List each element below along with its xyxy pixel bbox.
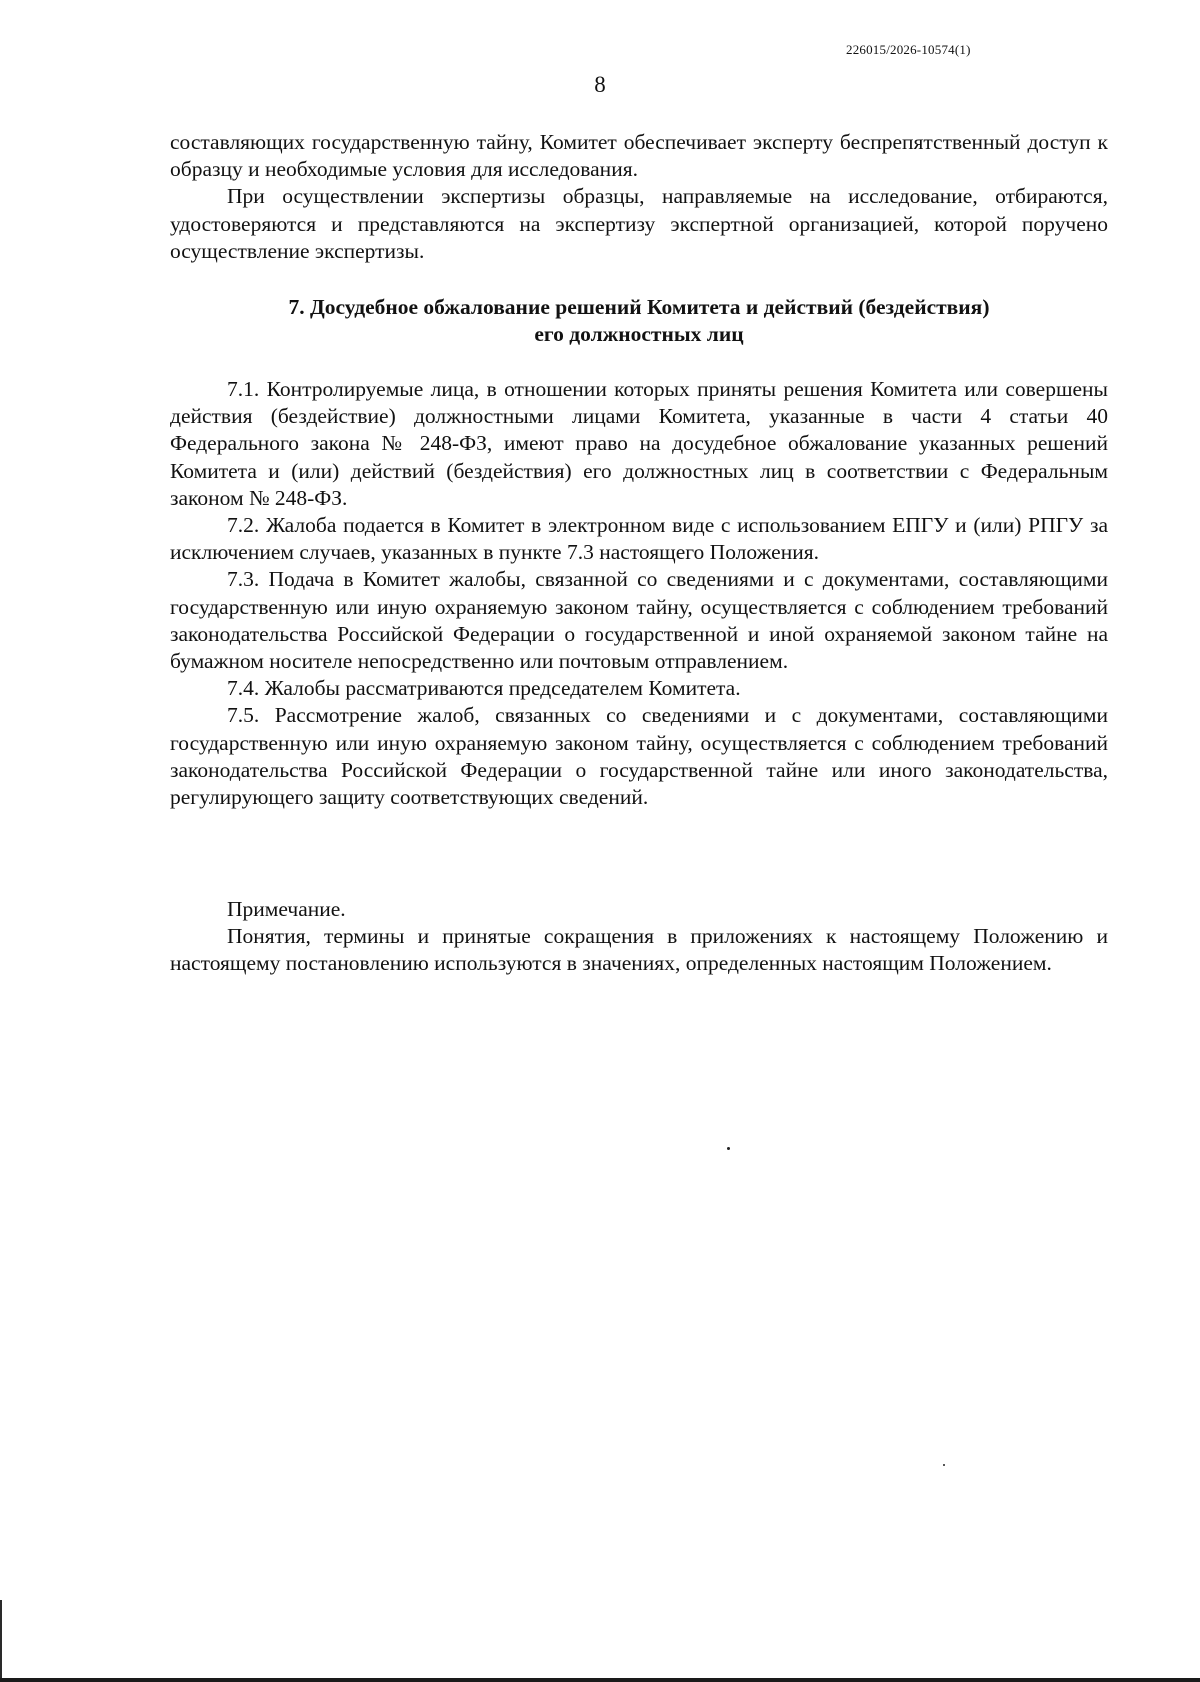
clause-7-3: 7.3. Подача в Комитет жалобы, связанной со сведениями и с документами, составляющими государственную или иную охраняемую законом тайну, осуществляется с соблюдением требований законодательства Российской Федерации о государственной и иной охраняемой законом тайне на бумажном носителе непосредственно или почтовым отправлением. [170, 567, 1108, 674]
clause-7-5: 7.5. Рассмотрение жалоб, связанных со сведениями и с документами, составляющими государственную или иную охраняемую законом тайну, осуществляется с соблюдением требований законодательства Российской Федерации о государственной тайне или иного законодательства, регулирующего защиту соответствующих сведений. [170, 703, 1108, 810]
intro-paragraph-expertise: При осуществлении экспертизы образцы, направляемые на исследование, отбираются, удостоверяются и представляются на экспертизу экспертной организацией, которой поручено осуществление экспертизы. [170, 184, 1108, 263]
scan-left-edge [0, 1600, 2, 1682]
intro-text-block [170, 129, 1108, 265]
note-block [170, 896, 1108, 978]
page-number: 8 [594, 72, 606, 97]
scan-bottom-edge [0, 1678, 1200, 1682]
document-registration-number: 226015/2026-10574(1) [846, 42, 971, 57]
clause-7-1: 7.1. Контролируемые лица, в отношении которых приняты решения Комитета или совершены действия (бездействие) должностными лицами Комитета, указанные в части 4 статьи 40 Федерального закона № 248-ФЗ, имеют право на досудебное обжалование указанных решений Комитета и (или) действий (бездействия) его должностных лиц в соответствии с Федеральным законом № 248-ФЗ. [170, 377, 1108, 510]
section-heading [170, 294, 1108, 348]
section-heading-line-1: 7. Досудебное обжалование решений Комитета и действий (бездействия) [288, 295, 990, 319]
note-label: Примечание. [227, 897, 346, 921]
clause-7-4: 7.4. Жалобы рассматриваются председателем Комитета. [227, 676, 741, 701]
note-text: Понятия, термины и принятые сокращения в приложениях к настоящему Положению и настоящему постановлению используются в значениях, определенных настоящим Положением. [170, 924, 1108, 976]
scan-speck [727, 1147, 730, 1150]
clause-7-2: 7.2. Жалоба подается в Комитет в электронном виде с использованием ЕПГУ и (или) РПГУ за исключением случаев, указанных в пункте 7.3 настоящего Положения. [170, 513, 1108, 565]
scan-speck [943, 1464, 945, 1466]
section-heading-line-2: его должностных лиц [534, 322, 744, 346]
intro-paragraph-continuation: составляющих государственную тайну, Комитет обеспечивает эксперту беспрепятственный доступ к образцу и необходимые условия для исследования. [170, 130, 1108, 182]
section-body [170, 376, 1108, 811]
